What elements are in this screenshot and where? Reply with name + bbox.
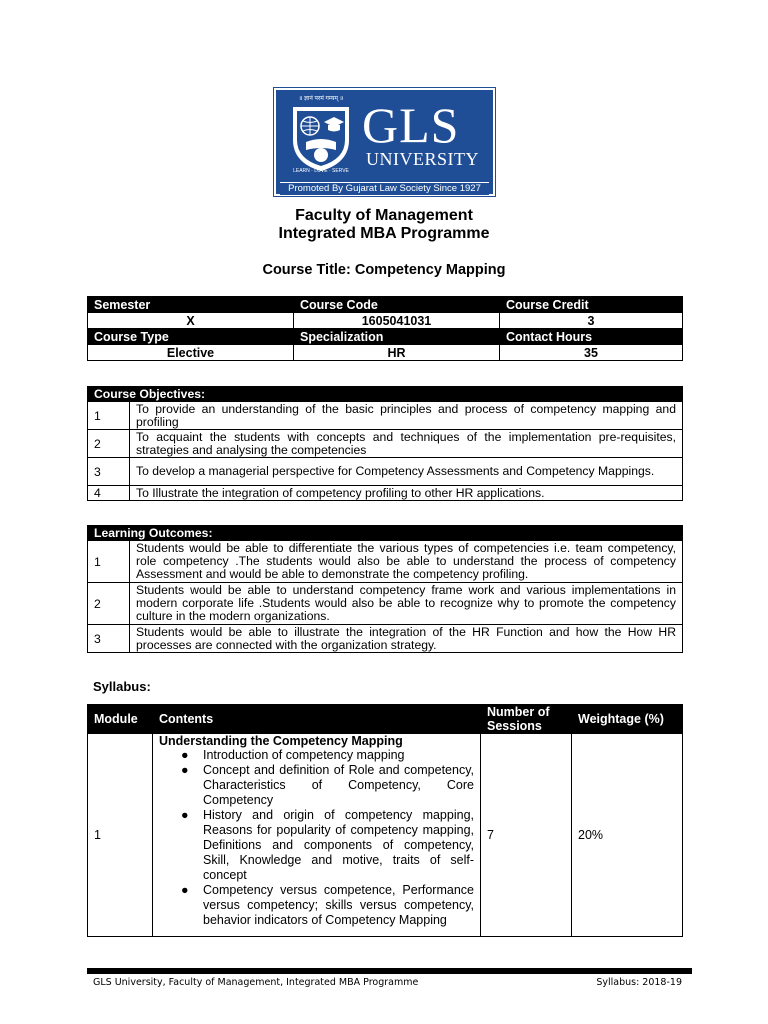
logo-brand: GLS [362,97,460,153]
list-item [181,763,474,808]
bullet-icon: ● [181,748,189,762]
course-credit-value: 3 [500,313,683,329]
contact-hours-label: Contact Hours [500,329,683,345]
table-row [88,625,683,653]
outcome-text: Students would be able to understand competency frame work and various implementations in modern corporate life .Students would also be able to recognize why to promote the competency culture in the modern organizations. [130,583,683,625]
table-row [88,313,683,329]
sessions-header: Number of Sessions [481,705,572,734]
contact-hours-value: 35 [500,345,683,361]
table-row [88,402,683,430]
module-topic: Understanding the Competency Mapping [159,734,403,748]
syllabus-table [87,704,683,937]
semester-value: X [88,313,294,329]
course-code-value: 1605041031 [294,313,500,329]
table-row [88,297,683,313]
objective-text: To Illustrate the integration of competency profiling to other HR applications. [130,486,683,501]
list-item-text: Introduction of competency mapping [203,748,405,762]
table-row [88,387,683,402]
programme-title: Integrated MBA Programme [278,225,490,242]
objective-text: To develop a managerial perspective for Competency Assessments and Competency Mappings. [130,458,683,486]
outcome-number: 1 [88,541,130,583]
bullet-icon: ● [181,883,189,897]
objective-text: To acquaint the students with concepts and techniques of the implementation pre-requisites, strategies and analysing the competencies [130,430,683,458]
learning-outcomes-table [87,525,683,653]
specialization-label: Specialization [294,329,500,345]
module-sessions: 7 [481,734,572,937]
outcomes-title: Learning Outcomes: [88,526,683,541]
module-header: Module [88,705,153,734]
syllabus-label: Syllabus: [93,679,151,694]
footer-left: GLS University, Faculty of Management, Integrated MBA Programme [93,977,419,988]
list-item [181,883,474,928]
weightage-header: Weightage (%) [572,705,683,734]
course-type-value: Elective [88,345,294,361]
contents-header: Contents [153,705,481,734]
course-objectives-table [87,386,683,501]
table-row [88,458,683,486]
footer-right: Syllabus: 2018-19 [596,977,682,988]
objective-text: To provide an understanding of the basic principles and process of competency mapping and profiling [130,402,683,430]
logo-brand-sub: UNIVERSITY [366,149,479,169]
bullet-icon: ● [181,763,189,777]
outcome-text: Students would be able to illustrate the integration of the HR Function and how the How HR processes are connected with the organization strategy. [130,625,683,653]
objective-number: 2 [88,430,130,458]
crest-icon [286,94,356,174]
table-row [88,430,683,458]
course-credit-label: Course Credit [500,297,683,313]
faculty-title: Faculty of Management [295,207,473,224]
list-item [181,748,474,763]
logo-promo: Promoted By Gujarat Law Society Since 1927 [280,182,489,195]
specialization-value: HR [294,345,500,361]
course-title: Course Title: Competency Mapping [262,262,506,278]
table-row [88,734,683,937]
topic-list [159,748,474,928]
university-logo [274,88,495,196]
table-row [88,541,683,583]
list-item-text: Concept and definition of Role and competency, Characteristics of Competency, Core Competency [203,763,474,807]
course-info-table [87,296,683,361]
table-row [88,583,683,625]
outcome-number: 3 [88,625,130,653]
logo-motto-bottom: LEARN · LOVE · SERVE [293,168,349,174]
outcome-number: 2 [88,583,130,625]
semester-label: Semester [88,297,294,313]
objectives-title: Course Objectives: [88,387,683,402]
bullet-icon: ● [181,808,189,822]
logo-motto-top: ॥ ज्ञानं परमं गम्यम् ॥ [298,96,344,102]
outcome-text: Students would be able to differentiate the various types of competencies i.e. team competency, role competency .The students would also be able to understand the process of competency Assessment and would be able to demonstrate the competency profiling. [130,541,683,583]
table-row [88,329,683,345]
table-row [88,345,683,361]
list-item [181,808,474,883]
footer-divider [87,968,692,974]
list-item-text: Competency versus competence, Performance versus competency; skills versus competency, behavior indicators of Competency Mapping [203,883,474,927]
objective-number: 1 [88,402,130,430]
course-code-label: Course Code [294,297,500,313]
table-row [88,526,683,541]
module-number: 1 [88,734,153,937]
course-type-label: Course Type [88,329,294,345]
objective-number: 3 [88,458,130,486]
module-weightage: 20% [572,734,683,937]
module-contents [153,734,481,937]
table-row [88,705,683,734]
table-row [88,486,683,501]
objective-number: 4 [88,486,130,501]
list-item-text: History and origin of competency mapping, Reasons for popularity of competency mapping, Definitions and components of competency, Skill, Knowledge and motive, traits of self-concept [203,808,474,882]
